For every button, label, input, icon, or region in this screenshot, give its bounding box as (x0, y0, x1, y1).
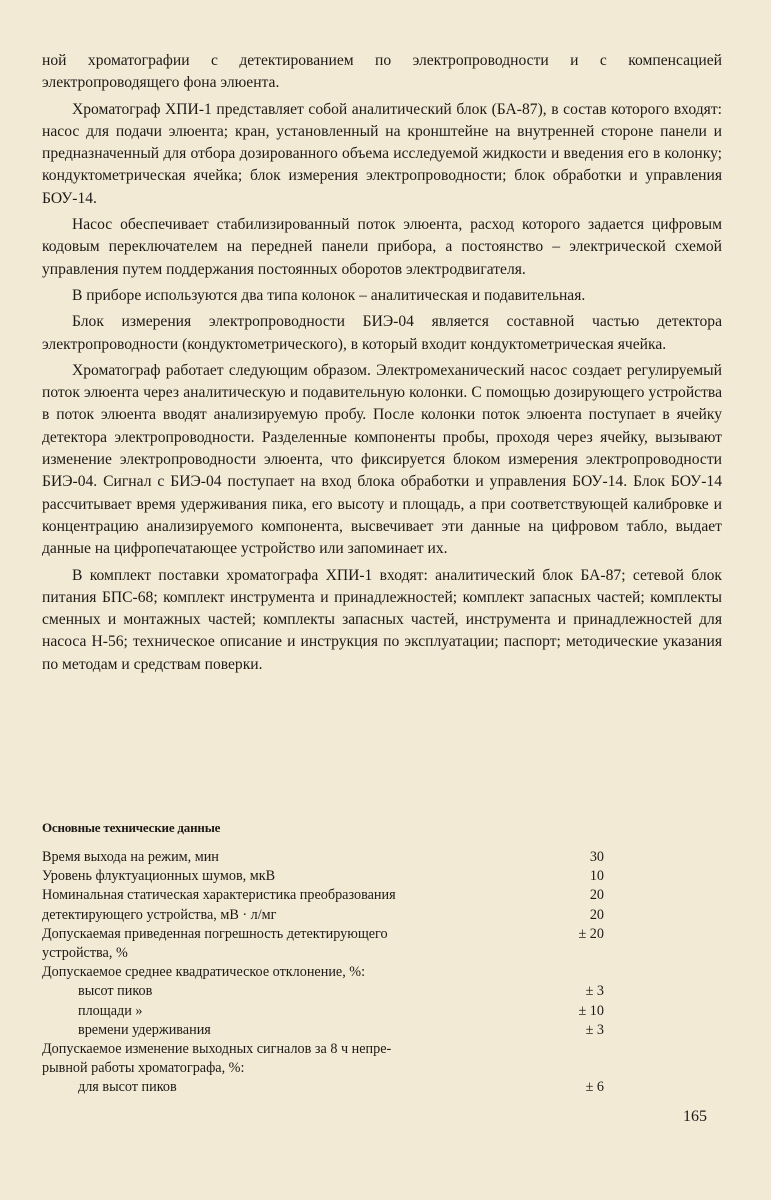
body-text (42, 50, 722, 680)
spec-label: устройства, % (42, 945, 128, 962)
paragraph: Блок измерения электропроводности БИЭ-04 является составной частью детектора электропроводности (кондуктометрического), в который входит кондуктометрическая ячейка. (42, 313, 722, 353)
spec-label: высот пиков (78, 983, 153, 1000)
spec-value: ± 10 (578, 1002, 604, 1019)
spec-label: Допускаемая приведенная погрешность детектирующего (42, 925, 388, 942)
spec-label: Номинальная статическая характеристика преобразования (42, 887, 396, 904)
spec-label: рывной работы хроматографа, %: (42, 1060, 245, 1077)
spec-value: ± 6 (585, 1079, 604, 1096)
spec-row (42, 925, 642, 944)
spec-value: 20 (589, 906, 604, 923)
spec-row (42, 906, 642, 925)
spec-label: детектирующего устройства, мВ · л/мг (42, 906, 277, 923)
spec-label: Допускаемое изменение выходных сигналов за 8 ч непре- (42, 1041, 392, 1058)
page-number: 165 (683, 1108, 707, 1125)
paragraph-continued: ной хроматографии с детектированием по электропроводности и с компенсацией электропроводящего фона элюента. (42, 52, 722, 92)
specs-heading: Основные технические данные (42, 820, 221, 835)
spec-row (42, 848, 642, 867)
spec-row (42, 867, 642, 886)
spec-label: площади » (78, 1002, 143, 1019)
spec-row (42, 886, 642, 905)
paragraph: Хроматограф ХПИ-1 представляет собой аналитический блок (БА-87), в состав которого входят: насос для подачи элюента; кран, установленный на кронштейне на внутренней стороне панели и предназначенный для отбора дозированного объема исследуемой жидкости и введения его в колонку; кондуктометрическая ячейка; блок измерения электропроводности; блок обработки и управления БОУ-14. (42, 100, 722, 207)
paragraph: В приборе используются два типа колонок – аналитическая и подавительная. (72, 286, 586, 304)
spec-value: 20 (589, 887, 604, 904)
spec-label: Уровень флуктуационных шумов, мкВ (42, 868, 276, 885)
spec-row (42, 963, 642, 982)
spec-row (42, 1021, 642, 1040)
spec-row (42, 1059, 642, 1078)
spec-label: времени удерживания (78, 1021, 211, 1038)
spec-value: ± 3 (585, 1021, 604, 1038)
spec-row (42, 1078, 642, 1097)
spec-label: Время выхода на режим, мин (42, 849, 219, 865)
spec-value: ± 3 (585, 983, 604, 1000)
spec-row (42, 1040, 642, 1059)
spec-row (42, 1002, 642, 1021)
spec-value: 10 (589, 868, 604, 885)
paragraph: Насос обеспечивает стабилизированный поток элюента, расход которого задается цифровым кодовым переключателем на передней панели прибора, а постоянство – электрической схемой управления путем поддержания постоянных оборотов электродвигателя. (42, 216, 722, 278)
spec-value: ± 20 (578, 925, 604, 942)
spec-row (42, 982, 642, 1001)
paragraph: Хроматограф работает следующим образом. Электромеханический насос создает регулируемый поток элюента через аналитическую и подавительную колонки. С помощью дозирующего устройства в поток элюента вводят анализируемую пробу. После колонки поток элюента поступает в ячейку детектора электропроводности. Разделенные компоненты пробы, проходя через ячейку, вызывают изменение электропроводности элюента, что фиксируется блоком измерения электропроводности БИЭ-04. Сигнал с БИЭ-04 поступает на вход блока обработки и управления БОУ-14. Блок БОУ-14 рассчитывает время удерживания пика, его высоту и площадь, а при соответствующей калибровке и концентрацию анализируемого компонента, высвечивает эти данные на цифровом табло, выдает данные на цифропечатающее устройство или запоминает их. (42, 361, 722, 558)
specs-table (42, 848, 642, 1098)
paragraph: В комплект поставки хроматографа ХПИ-1 входят: аналитический блок БА-87; сетевой блок питания БПС-68; комплект инструмента и принадлежностей; комплект запасных частей; комплекты сменных и монтажных частей; комплекты запасных частей, инструмента и принадлежностей для насоса Н-56; техническое описание и инструкция по эксплуатации; паспорт; методические указания по методам и средствам поверки. (42, 566, 722, 673)
spec-row (42, 944, 642, 963)
spec-label: для высот пиков (78, 1079, 177, 1096)
spec-value: 30 (589, 849, 604, 865)
spec-label: Допускаемое среднее квадратическое отклонение, %: (42, 964, 366, 981)
